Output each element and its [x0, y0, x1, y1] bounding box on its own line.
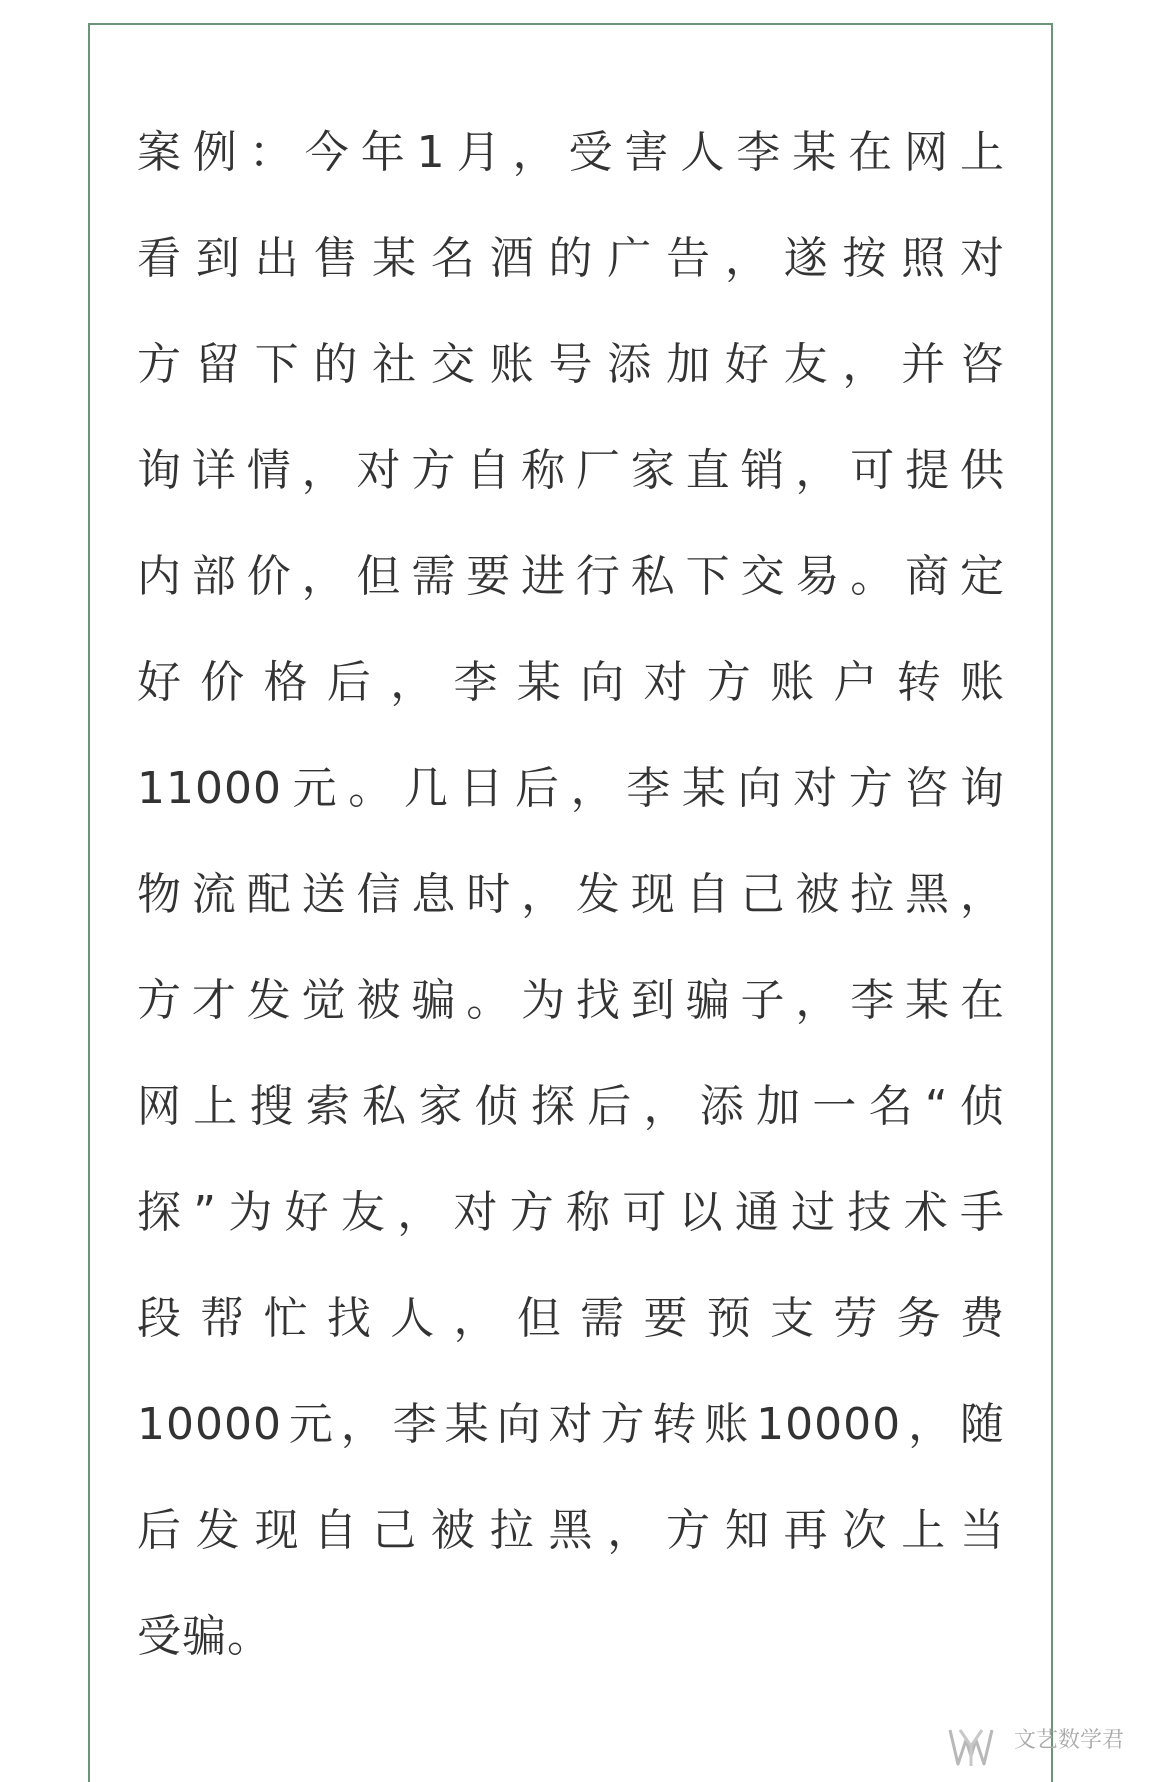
text-line: 后发现自己被拉黑，方知再次上当 [137, 1505, 1005, 1556]
text-line: 看到出售某名酒的广告，遂按照对 [137, 233, 1005, 284]
text-line: 方留下的社交账号添加好友，并咨 [137, 339, 1005, 390]
text-line: 10000元，李某向对方转账10000，随 [137, 1399, 1005, 1450]
text-line: 网上搜索私家侦探后，添加一名“侦 [137, 1081, 1005, 1132]
text-line: 好价格后，李某向对方账户转账 [137, 657, 1005, 708]
article-body [137, 100, 1005, 1690]
text-line: 询详情，对方自称厂家直销，可提供 [137, 445, 1005, 496]
text-line: 案例：今年1月，受害人李某在网上 [137, 127, 1005, 178]
text-line: 内部价，但需要进行私下交易。商定 [137, 551, 1005, 602]
text-line: 段帮忙找人，但需要预支劳务费 [137, 1293, 1005, 1344]
wy-logo-icon [948, 1726, 994, 1768]
watermark-name: 文艺数学君 [1014, 1728, 1125, 1753]
watermark [948, 1722, 1138, 1772]
text-line: 探”为好友，对方称可以通过技术手 [137, 1187, 1005, 1238]
text-line: 物流配送信息时，发现自己被拉黑， [137, 869, 1005, 920]
text-line-last: 受骗。 [137, 1611, 272, 1662]
text-line: 11000元。几日后，李某向对方咨询 [137, 763, 1005, 814]
text-line: 方才发觉被骗。为找到骗子，李某在 [137, 975, 1005, 1026]
